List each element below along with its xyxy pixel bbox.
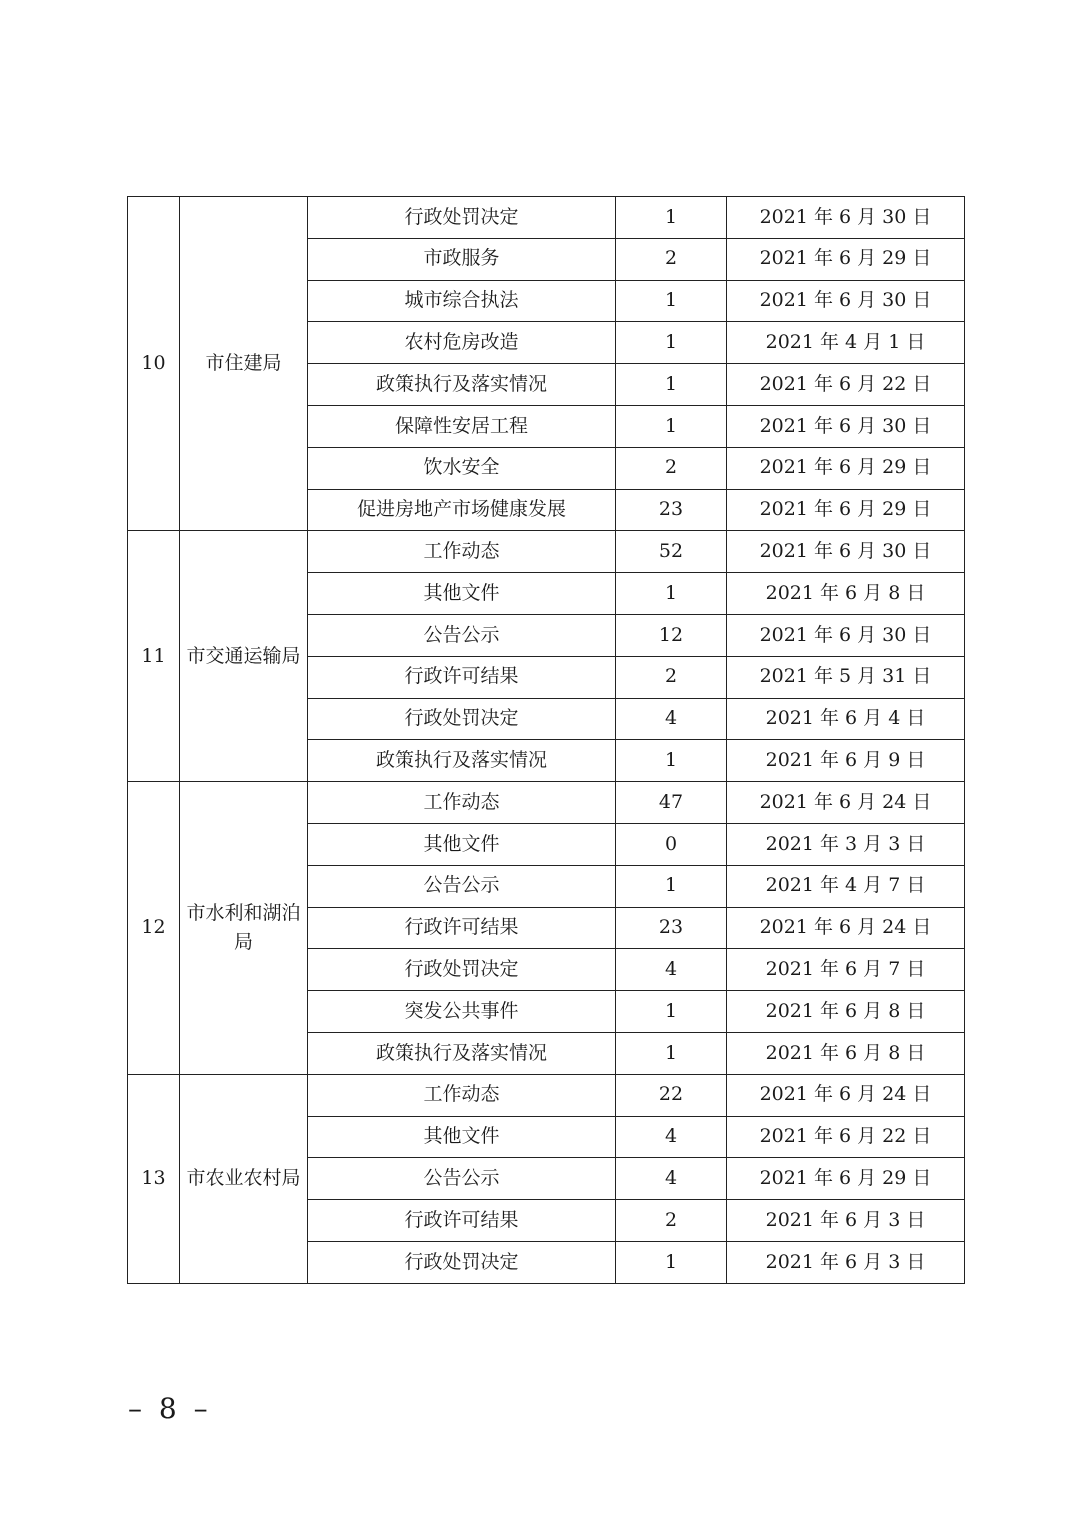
date-cell: 2021 年 6 月 30 日 [727,405,965,447]
department-name: 市水利和湖泊局 [180,782,308,1075]
count-cell: 1 [616,991,727,1033]
count-cell: 1 [616,1032,727,1074]
count-cell: 1 [616,405,727,447]
page-number: – 8 – [128,1392,212,1425]
date-cell: 2021 年 6 月 24 日 [727,1074,965,1116]
category-cell: 行政处罚决定 [308,197,616,239]
count-cell: 12 [616,614,727,656]
count-cell: 47 [616,782,727,824]
date-cell: 2021 年 6 月 4 日 [727,698,965,740]
table-row [128,1074,965,1116]
count-cell: 0 [616,823,727,865]
count-cell: 4 [616,1158,727,1200]
category-cell: 城市综合执法 [308,280,616,322]
count-cell: 4 [616,698,727,740]
category-cell: 市政服务 [308,238,616,280]
count-cell: 22 [616,1074,727,1116]
category-cell: 行政处罚决定 [308,949,616,991]
category-cell: 行政许可结果 [308,907,616,949]
count-cell: 2 [616,1200,727,1242]
date-cell: 2021 年 6 月 29 日 [727,1158,965,1200]
category-cell: 公告公示 [308,614,616,656]
date-cell: 2021 年 6 月 24 日 [727,907,965,949]
date-cell: 2021 年 5 月 31 日 [727,656,965,698]
category-cell: 行政许可结果 [308,656,616,698]
category-cell: 突发公共事件 [308,991,616,1033]
date-cell: 2021 年 3 月 3 日 [727,823,965,865]
group-number: 11 [128,531,180,782]
count-cell: 1 [616,197,727,239]
count-cell: 23 [616,489,727,531]
date-cell: 2021 年 6 月 29 日 [727,238,965,280]
date-cell: 2021 年 4 月 1 日 [727,322,965,364]
date-cell: 2021 年 6 月 7 日 [727,949,965,991]
category-cell: 公告公示 [308,1158,616,1200]
date-cell: 2021 年 6 月 3 日 [727,1241,965,1283]
disclosure-table [127,196,965,1284]
count-cell: 1 [616,573,727,615]
category-cell: 政策执行及落实情况 [308,1032,616,1074]
category-cell: 政策执行及落实情况 [308,740,616,782]
category-cell: 工作动态 [308,1074,616,1116]
department-name: 市住建局 [180,197,308,531]
count-cell: 4 [616,1116,727,1158]
group-number: 10 [128,197,180,531]
category-cell: 行政处罚决定 [308,698,616,740]
date-cell: 2021 年 6 月 30 日 [727,531,965,573]
category-cell: 行政处罚决定 [308,1241,616,1283]
date-cell: 2021 年 6 月 29 日 [727,447,965,489]
count-cell: 52 [616,531,727,573]
count-cell: 4 [616,949,727,991]
department-name: 市农业农村局 [180,1074,308,1283]
table-row [128,531,965,573]
category-cell: 工作动态 [308,782,616,824]
date-cell: 2021 年 6 月 9 日 [727,740,965,782]
category-cell: 饮水安全 [308,447,616,489]
table-body [128,197,965,1284]
count-cell: 23 [616,907,727,949]
category-cell: 行政许可结果 [308,1200,616,1242]
date-cell: 2021 年 6 月 22 日 [727,364,965,406]
date-cell: 2021 年 6 月 8 日 [727,573,965,615]
date-cell: 2021 年 6 月 3 日 [727,1200,965,1242]
date-cell: 2021 年 6 月 22 日 [727,1116,965,1158]
count-cell: 1 [616,740,727,782]
date-cell: 2021 年 6 月 30 日 [727,197,965,239]
date-cell: 2021 年 6 月 29 日 [727,489,965,531]
category-cell: 公告公示 [308,865,616,907]
category-cell: 其他文件 [308,823,616,865]
category-cell: 政策执行及落实情况 [308,364,616,406]
category-cell: 促进房地产市场健康发展 [308,489,616,531]
group-number: 13 [128,1074,180,1283]
category-cell: 工作动态 [308,531,616,573]
date-cell: 2021 年 6 月 30 日 [727,614,965,656]
table-row [128,782,965,824]
table-row [128,197,965,239]
department-name: 市交通运输局 [180,531,308,782]
count-cell: 2 [616,656,727,698]
category-cell: 农村危房改造 [308,322,616,364]
date-cell: 2021 年 6 月 30 日 [727,280,965,322]
count-cell: 2 [616,238,727,280]
date-cell: 2021 年 6 月 8 日 [727,1032,965,1074]
category-cell: 保障性安居工程 [308,405,616,447]
count-cell: 1 [616,364,727,406]
date-cell: 2021 年 4 月 7 日 [727,865,965,907]
group-number: 12 [128,782,180,1075]
count-cell: 2 [616,447,727,489]
count-cell: 1 [616,865,727,907]
category-cell: 其他文件 [308,1116,616,1158]
date-cell: 2021 年 6 月 24 日 [727,782,965,824]
count-cell: 1 [616,1241,727,1283]
count-cell: 1 [616,322,727,364]
category-cell: 其他文件 [308,573,616,615]
count-cell: 1 [616,280,727,322]
date-cell: 2021 年 6 月 8 日 [727,991,965,1033]
